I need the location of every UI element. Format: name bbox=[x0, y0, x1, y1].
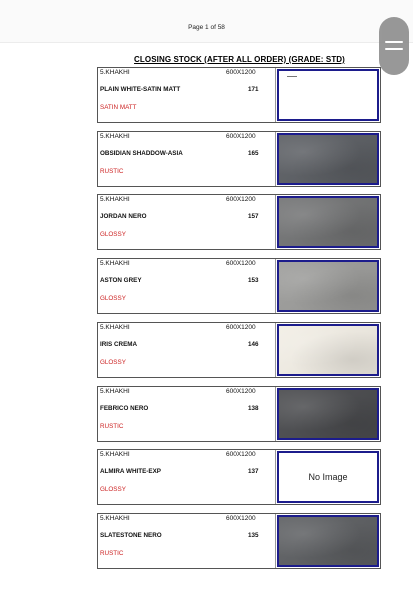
item-name: JORDAN NERO bbox=[100, 213, 147, 221]
stock-item bbox=[97, 513, 381, 569]
item-size: 600X1200 bbox=[226, 514, 256, 522]
item-finish: GLOSSY bbox=[100, 486, 126, 494]
tile-image bbox=[277, 69, 379, 121]
item-info bbox=[98, 195, 276, 249]
item-size: 600X1200 bbox=[226, 132, 256, 140]
item-info bbox=[98, 387, 276, 441]
stock-item bbox=[97, 322, 381, 378]
item-brand: 5.KHAKHI bbox=[100, 323, 130, 331]
no-image-placeholder: No Image bbox=[277, 451, 379, 503]
item-brand: 5.KHAKHI bbox=[100, 132, 130, 140]
item-brand: 5.KHAKHI bbox=[100, 387, 130, 395]
item-finish: GLOSSY bbox=[100, 231, 126, 239]
item-name: PLAIN WHITE-SATIN MATT bbox=[100, 86, 181, 93]
menu-bar bbox=[385, 41, 403, 43]
item-finish: GLOSSY bbox=[100, 295, 126, 303]
stock-item bbox=[97, 258, 381, 314]
item-quantity: 153 bbox=[248, 277, 259, 285]
tile-image bbox=[277, 196, 379, 248]
item-info bbox=[98, 450, 276, 504]
item-brand: 5.KHAKHI bbox=[100, 196, 130, 204]
item-size: 600X1200 bbox=[226, 387, 256, 395]
item-finish: RUSTIC bbox=[100, 549, 124, 557]
page-indicator: Page 1 of 58 bbox=[188, 24, 225, 31]
item-info bbox=[98, 132, 276, 186]
tile-image bbox=[277, 324, 379, 376]
stock-item bbox=[97, 449, 381, 505]
item-brand: 5.KHAKHI bbox=[100, 451, 130, 459]
tile-image bbox=[277, 515, 379, 567]
item-size: 600X1200 bbox=[226, 196, 256, 204]
item-finish: GLOSSY bbox=[100, 358, 126, 366]
item-name: SLATESTONE NERO bbox=[100, 531, 162, 539]
item-quantity: 138 bbox=[248, 404, 259, 412]
tile-mark bbox=[287, 76, 297, 77]
item-size: 600X1200 bbox=[226, 451, 256, 459]
item-info bbox=[98, 68, 276, 122]
item-finish: RUSTIC bbox=[100, 422, 124, 430]
item-name: ASTON GREY bbox=[100, 277, 142, 285]
item-brand: 5.KHAKHI bbox=[100, 260, 130, 268]
item-quantity: 146 bbox=[248, 340, 259, 348]
item-info bbox=[98, 323, 276, 377]
item-size: 600X1200 bbox=[226, 260, 256, 268]
item-name: ALMIRA WHITE-EXP bbox=[100, 468, 161, 476]
item-name: IRIS CREMA bbox=[100, 340, 138, 348]
item-info bbox=[98, 259, 276, 313]
item-brand: 5.KHAKHI bbox=[100, 514, 130, 522]
item-quantity: 165 bbox=[248, 149, 259, 157]
stock-item bbox=[97, 131, 381, 187]
item-brand: 5.KHAKHI bbox=[100, 69, 130, 76]
tile-image bbox=[277, 133, 379, 185]
item-size: 600X1200 bbox=[226, 69, 256, 76]
stock-item bbox=[97, 194, 381, 250]
viewer-topbar bbox=[0, 0, 413, 43]
item-finish: SATIN MATT bbox=[100, 104, 137, 111]
item-finish: RUSTIC bbox=[100, 167, 124, 175]
item-quantity: 137 bbox=[248, 468, 259, 476]
document-title: CLOSING STOCK (AFTER ALL ORDER) (GRADE: STD) bbox=[134, 55, 345, 64]
item-quantity: 135 bbox=[248, 531, 259, 539]
item-quantity: 157 bbox=[248, 213, 259, 221]
stock-item bbox=[97, 67, 381, 123]
item-name: FEBRICO NERO bbox=[100, 404, 149, 412]
item-size: 600X1200 bbox=[226, 323, 256, 331]
item-name: OBSIDIAN SHADDOW-ASIA bbox=[100, 149, 183, 157]
tile-image bbox=[277, 388, 379, 440]
menu-bar bbox=[385, 48, 403, 50]
item-info bbox=[98, 514, 276, 568]
menu-icon[interactable] bbox=[379, 17, 409, 75]
tile-image bbox=[277, 260, 379, 312]
item-quantity: 171 bbox=[248, 86, 259, 93]
stock-item bbox=[97, 386, 381, 442]
